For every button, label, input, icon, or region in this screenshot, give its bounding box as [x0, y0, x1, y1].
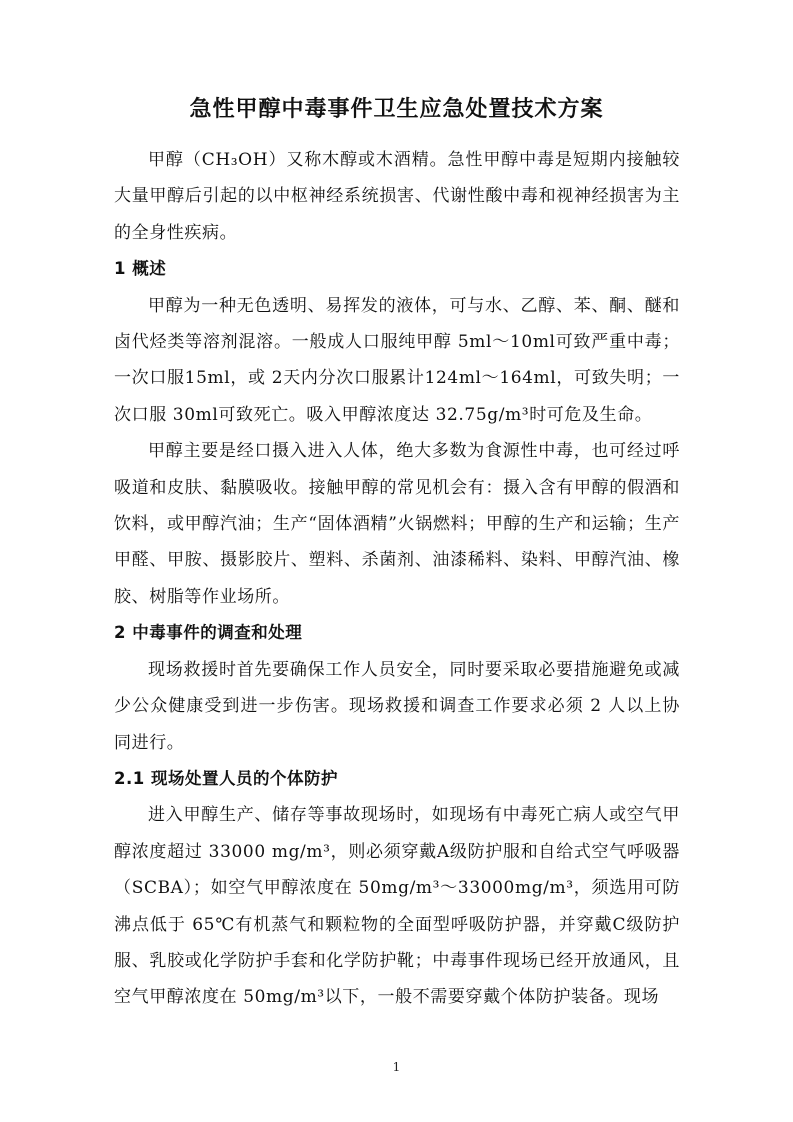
page-number: 1: [392, 1060, 401, 1074]
section-heading-overview: 1 概述: [114, 259, 167, 279]
intro-paragraph: 甲醇（CH₃OH）又称木醇或木酒精。急性甲醇中毒是短期内接触较大量甲醇后引起的以中枢神经系统损害、代谢性酸中毒和视神经损害为主的全身性疾病。: [114, 150, 680, 243]
document-title: 急性甲醇中毒事件卫生应急处置技术方案: [189, 97, 604, 122]
overview-paragraph-1: 甲醇为一种无色透明、易挥发的液体，可与水、乙醇、苯、酮、醚和卤代烃类等溶剂混溶。一般成人口服纯甲醇 5ml～10ml可致严重中毒；一次口服15ml，或 2天内分次口服累计124ml～164ml，可致失明；一次口服 30ml可致死亡。吸入甲醇浓度达 32.75g/m³时可危及生命。: [114, 295, 680, 425]
section-heading-investigation: 2 中毒事件的调查和处理: [114, 623, 303, 643]
overview-paragraph-2: 甲醇主要是经口摄入进入人体，绝大多数为食源性中毒，也可经过呼吸道和皮肤、黏膜吸收。接触甲醇的常见机会有：摄入含有甲醇的假酒和饮料，或甲醇汽油；生产“固体酒精”火锅燃料；甲醇的生产和运输；生产甲醛、甲胺、摄影胶片、塑料、杀菌剂、油漆稀料、染料、甲醇汽油、橡胶、树脂等作业场所。: [114, 441, 680, 607]
section-heading-personal-protection: 2.1 现场处置人员的个体防护: [114, 768, 338, 788]
protection-paragraph-1: 进入甲醇生产、储存等事故现场时，如现场有中毒死亡病人或空气甲醇浓度超过 33000 mg/m³，则必须穿戴A级防护服和自给式空气呼吸器（SCBA）；如空气甲醇浓度在 50mg/m³～33000mg/m³，须选用可防沸点低于 65℃有机蒸气和颗粒物的全面型呼吸防护器，并穿戴C级防护服、乳胶或化学防护手套和化学防护靴；中毒事件现场已经开放通风，且空气甲醇浓度在 50mg/m³以下，一般不需要穿戴个体防护装备。现场: [114, 805, 680, 1008]
document-body: [114, 142, 680, 1016]
investigation-paragraph-1: 现场救援时首先要确保工作人员安全，同时要采取必要措施避免或减少公众健康受到进一步伤害。现场救援和调查工作要求必须 2 人以上协同进行。: [114, 659, 680, 753]
